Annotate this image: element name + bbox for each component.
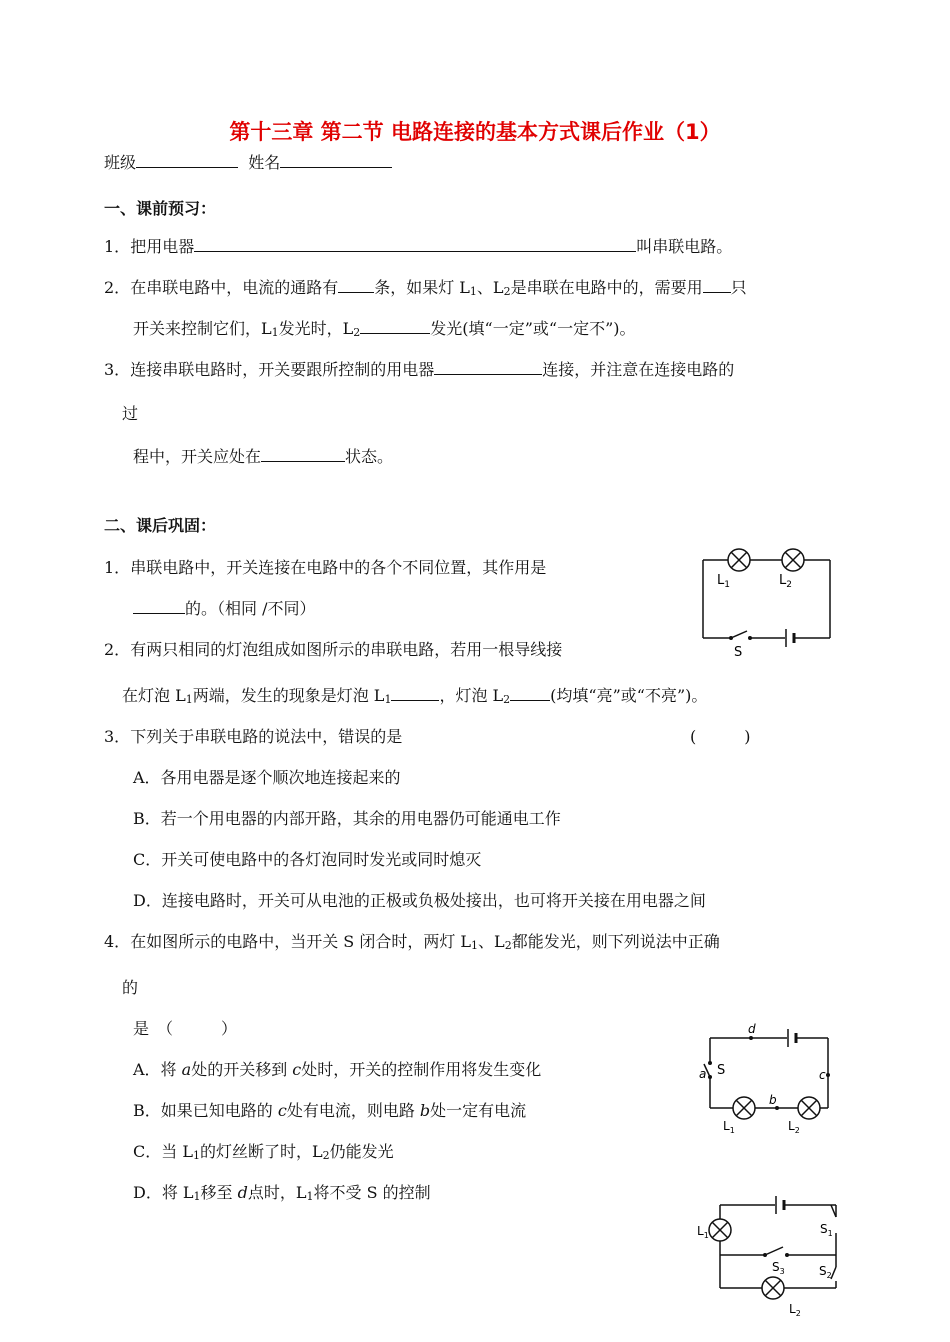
series-circuit-diagram-1 (695, 540, 840, 660)
question-text: 开关来控制它们，L (133, 319, 272, 338)
s1-q3-line1 (104, 357, 734, 380)
s1-q2-line2 (133, 316, 636, 339)
subscript: 1 (271, 326, 279, 339)
battery-icon (776, 1196, 784, 1214)
section2-heading: 二、课后巩固： (104, 516, 217, 535)
subscript: 2 (504, 939, 512, 952)
s2-q2-line1 (104, 637, 562, 660)
question-text: 发光(填“一定”或“一定不”)。 (430, 319, 636, 338)
s2-q1-line2 (133, 596, 315, 619)
question-text: (均填“亮”或“不亮”)。 (550, 686, 708, 705)
s1-q3-line3 (133, 444, 393, 467)
question-text: 两端，发生的现象是灯泡 L (192, 686, 385, 705)
label-l1: $L_1$ (697, 1224, 709, 1240)
option-a (133, 1057, 541, 1080)
option-b (133, 1098, 526, 1121)
class-blank[interactable] (136, 151, 238, 168)
label-l2: $L_2$ (779, 573, 792, 590)
question-text: 条，如果灯 L (374, 278, 470, 297)
s1-q1 (104, 234, 732, 257)
name-blank[interactable] (280, 151, 392, 168)
lamp-l1-icon (733, 1097, 755, 1119)
switch-contact-icon (729, 636, 733, 640)
lamp-l2-icon (782, 549, 804, 571)
label-s: S (734, 645, 743, 660)
switch-contact-icon (763, 1253, 767, 1257)
circuit-diagram-3 (693, 1195, 853, 1340)
label-l1: $L_1$ (723, 1119, 735, 1135)
lamp-l1-icon (728, 549, 750, 571)
option-text: 点时，L (247, 1183, 307, 1202)
subscript: 2 (503, 693, 511, 706)
label-a: a (699, 1067, 707, 1081)
s2-q4-line3: 是 （ ） (133, 1019, 238, 1038)
question-text: 在串联电路中，电流的通路有 (130, 278, 339, 297)
answer-blank[interactable] (434, 358, 542, 375)
option-text: A．将 (133, 1060, 182, 1079)
variable: d (237, 1183, 248, 1202)
subscript: 1 (192, 1149, 200, 1162)
question-text: 、L (478, 932, 505, 951)
option-text: 处有电流，则电路 (286, 1101, 420, 1120)
question-number: 3． (104, 360, 131, 379)
option-d (133, 1180, 431, 1203)
label-s: S (717, 1063, 726, 1078)
question-text: 连接，并注意在连接电路的 (542, 360, 735, 379)
question-text: 只 (730, 278, 747, 297)
question-text: 都能发光，则下列说法中正确 (511, 932, 720, 951)
s1-q3-line2: 过 (122, 404, 139, 423)
question-text: 在灯泡 L (122, 686, 186, 705)
option-text: 处一定有电流 (430, 1101, 527, 1120)
question-text: 有两只相同的灯泡组成如图所示的串联电路，若用一根导线接 (130, 640, 563, 659)
subscript: 1 (306, 1190, 314, 1203)
option-d: D．连接电路时，开关可从电池的正极或负极处接出，也可将开关接在用电器之间 (133, 891, 706, 910)
option-c: C．开关可使电路中的各灯泡同时发光或同时熄灭 (133, 850, 482, 869)
subscript: 1 (384, 693, 392, 706)
subscript: 1 (469, 285, 477, 298)
label-d: d (748, 1022, 756, 1036)
label-b: b (769, 1093, 777, 1107)
answer-blank[interactable] (360, 317, 430, 334)
option-text: 移至 (200, 1183, 238, 1202)
question-text: 状态。 (345, 447, 394, 466)
battery-icon (786, 629, 794, 647)
answer-blank[interactable] (338, 276, 374, 293)
question-text: 把用电器 (130, 237, 195, 256)
label-l2: $L_2$ (789, 1302, 801, 1318)
option-b: B．若一个用电器的内部开路，其余的用电器仍可能通电工作 (133, 809, 561, 828)
question-text: 串联电路中，开关连接在电路中的各个不同位置，其作用是 (130, 558, 547, 577)
option-text: 仍能发光 (329, 1142, 394, 1161)
answer-blank[interactable] (391, 684, 439, 701)
student-info-line (104, 150, 392, 173)
question-number: 4． (104, 932, 131, 951)
s2-q2-line2 (122, 683, 707, 706)
label-l2: $L_2$ (788, 1119, 800, 1135)
answer-blank[interactable] (703, 276, 731, 293)
subscript: 1 (193, 1190, 201, 1203)
section1-heading: 一、课前预习： (104, 199, 217, 218)
question-number: 1． (104, 558, 131, 577)
question-text: 发光时，L (278, 319, 354, 338)
question-text: 下列关于串联电路的说法中，错误的是 (130, 727, 403, 746)
question-text: 程中，开关应处在 (133, 447, 262, 466)
s2-q4-line2: 的 (122, 978, 139, 997)
option-text: C．当 L (133, 1142, 193, 1161)
answer-blank[interactable] (261, 445, 345, 462)
question-text: 是串联在电路中的，需要用 (510, 278, 703, 297)
lamp-l2-icon (798, 1097, 820, 1119)
s2-q1-line1 (104, 555, 546, 578)
option-a: A．各用电器是逐个顺次地连接起来的 (133, 768, 401, 787)
point-d-icon (749, 1036, 753, 1040)
label-s2: $S_2$ (819, 1264, 832, 1280)
switch-contact-icon (708, 1075, 712, 1079)
question-text: 叫串联电路。 (636, 237, 733, 256)
name-label: 姓名 (248, 153, 281, 172)
label-l1: $L_1$ (717, 573, 730, 590)
variable: a (181, 1060, 192, 1079)
class-label: 班级 (104, 153, 137, 172)
subscript: 2 (322, 1149, 330, 1162)
label-s3: $S_3$ (772, 1260, 785, 1276)
question-number: 2． (104, 640, 131, 659)
lamp-l2-icon (762, 1277, 784, 1299)
question-number: 1． (104, 237, 131, 256)
lamp-l1-icon (709, 1219, 731, 1241)
switch-contact-icon (748, 636, 752, 640)
question-text: 的。（相同 /不同） (185, 599, 316, 618)
label-s1: $S_1$ (820, 1222, 833, 1238)
label-c: c (819, 1068, 826, 1082)
series-circuit-diagram-2 (695, 1020, 845, 1135)
subscript: 1 (471, 939, 479, 952)
s1-q2-line1 (104, 275, 747, 298)
s2-q3-stem (104, 724, 402, 747)
answer-blank[interactable] (510, 684, 550, 701)
question-text: 、L (476, 278, 504, 297)
answer-parentheses[interactable]: ( ) (690, 727, 751, 746)
question-number: 2． (104, 278, 131, 297)
variable: c (292, 1060, 302, 1079)
switch-contact-icon (785, 1253, 789, 1257)
option-text: B．如果已知电路的 (133, 1101, 278, 1120)
answer-blank[interactable] (133, 597, 185, 614)
option-text: 将不受 S 的控制 (313, 1183, 431, 1202)
subscript: 1 (185, 693, 193, 706)
subscript: 2 (353, 326, 361, 339)
subscript: 2 (503, 285, 511, 298)
question-text: ，灯泡 L (439, 686, 504, 705)
switch-contact-icon (708, 1061, 712, 1065)
option-text: 的灯丝断了时，L (199, 1142, 323, 1161)
option-text: 处时，开关的控制作用将发生变化 (301, 1060, 542, 1079)
option-text: 处的开关移到 (191, 1060, 293, 1079)
question-text: 在如图所示的电路中，当开关 S 闭合时，两灯 L (130, 932, 472, 951)
answer-blank[interactable] (194, 235, 636, 252)
battery-icon (788, 1029, 796, 1047)
question-number: 3． (104, 727, 131, 746)
page-title: 第十三章 第二节 电路连接的基本方式课后作业（1） (229, 120, 721, 144)
point-c-icon (826, 1073, 830, 1077)
option-text: D．将 L (133, 1183, 194, 1202)
option-c (133, 1139, 394, 1162)
variable: c (277, 1101, 287, 1120)
question-text: 连接串联电路时，开关要跟所控制的用电器 (130, 360, 435, 379)
variable: b (419, 1101, 431, 1120)
s2-q4-line1 (104, 929, 720, 952)
